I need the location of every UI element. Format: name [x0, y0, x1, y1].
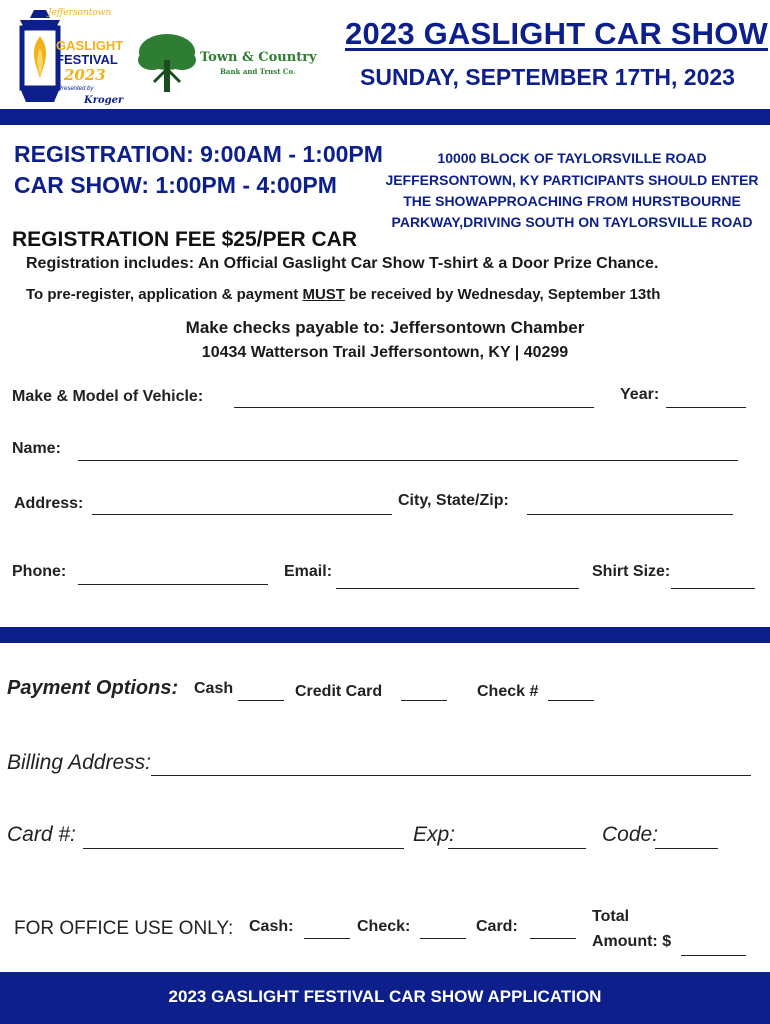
preregister-note [26, 286, 660, 303]
event-date: SUNDAY, SEPTEMBER 17TH, 2023 [360, 64, 735, 90]
location-line-3: THE SHOWAPPROACHING FROM HURSTBOURNE [403, 193, 741, 209]
address-label: Address: [14, 495, 84, 512]
phone-label: Phone: [12, 563, 67, 580]
office-card-input[interactable] [530, 924, 576, 939]
address-input[interactable] [92, 500, 392, 515]
office-cash-input[interactable] [304, 924, 350, 939]
logo-festival-text: FESTIVAL [56, 52, 118, 67]
office-use-label: FOR OFFICE USE ONLY: [14, 918, 234, 939]
make-model-input[interactable] [234, 393, 594, 408]
logo-script-text: Jeffersontown [48, 8, 112, 18]
phone-input[interactable] [78, 570, 268, 585]
page-title: 2023 GASLIGHT CAR SHOW [345, 16, 768, 51]
footer-title: 2023 GASLIGHT FESTIVAL CAR SHOW APPLICATION [168, 987, 602, 1006]
cash-option-input[interactable] [238, 686, 284, 701]
exp-input[interactable] [448, 834, 586, 849]
registration-time: REGISTRATION: 9:00AM - 1:00PM [14, 141, 383, 167]
city-state-zip-label: City, State/Zip: [398, 492, 509, 509]
registration-fee: REGISTRATION FEE $25/PER CAR [12, 228, 358, 251]
code-input[interactable] [655, 834, 718, 849]
email-input[interactable] [336, 574, 579, 589]
year-label: Year: [620, 386, 660, 403]
office-total-label-line1: Total [592, 908, 630, 925]
chamber-address: 10434 Watterson Trail Jeffersontown, KY | 40299 [201, 344, 569, 361]
card-number-input[interactable] [83, 834, 404, 849]
location-line-2: JEFFERSONTOWN, KY PARTICIPANTS SHOULD ENTER [385, 172, 759, 188]
email-label: Email: [284, 563, 333, 580]
shirt-size-label: Shirt Size: [592, 563, 671, 580]
name-input[interactable] [78, 446, 738, 461]
payment-options-label: Payment Options: [7, 677, 179, 699]
logo-presented-text: Presented by [58, 86, 94, 92]
code-label: Code: [602, 823, 659, 846]
checks-payable: Make checks payable to: Jeffersontown Chamber [185, 318, 585, 337]
bank-name: Town & Country [200, 50, 317, 65]
car-show-time: CAR SHOW: 1:00PM - 4:00PM [14, 172, 337, 198]
cash-option-label: Cash [194, 680, 234, 697]
office-check-label: Check: [357, 918, 411, 935]
preregister-text-after: be received by Wednesday, September 13th [344, 286, 661, 303]
billing-address-label: Billing Address: [7, 751, 151, 774]
logo-year-text: 2023 [64, 66, 106, 84]
preregister-must: MUST [302, 286, 345, 303]
bank-subtitle: Bank and Trust Co. [220, 67, 296, 76]
year-input[interactable] [666, 393, 746, 408]
name-label: Name: [12, 440, 61, 457]
office-check-input[interactable] [420, 924, 466, 939]
city-state-zip-input[interactable] [527, 500, 733, 515]
logo-kroger-text: Kroger [84, 95, 124, 106]
location-line-4: PARKWAY,DRIVING SOUTH ON TAYLORSVILLE ROAD [391, 214, 753, 230]
preregister-text-before: To pre-register, application & payment [26, 286, 303, 303]
logo-gaslight-text: GASLIGHT [56, 38, 124, 53]
check-number-input[interactable] [548, 686, 594, 701]
card-number-label: Card #: [7, 823, 76, 846]
credit-card-option-input[interactable] [401, 686, 447, 701]
top-divider-bar [0, 109, 770, 125]
office-cash-label: Cash: [249, 918, 294, 935]
middle-divider-bar [0, 627, 770, 643]
office-total-input[interactable] [681, 941, 746, 956]
location-line-1: 10000 BLOCK OF TAYLORSVILLE ROAD [437, 150, 707, 166]
gaslight-festival-logo [6, 8, 124, 110]
tree-icon [134, 30, 200, 96]
credit-card-option-label: Credit Card [295, 683, 383, 700]
make-model-label: Make & Model of Vehicle: [12, 388, 204, 405]
exp-label: Exp: [413, 823, 456, 846]
town-country-bank-logo [134, 30, 329, 96]
shirt-size-input[interactable] [671, 574, 755, 589]
billing-address-input[interactable] [151, 761, 751, 776]
check-option-label: Check # [477, 683, 539, 700]
registration-includes: Registration includes: An Official Gaslight Car Show T-shirt & a Door Prize Chance. [26, 255, 659, 272]
office-total-label-line2: Amount: $ [592, 933, 672, 950]
office-card-label: Card: [476, 918, 518, 935]
